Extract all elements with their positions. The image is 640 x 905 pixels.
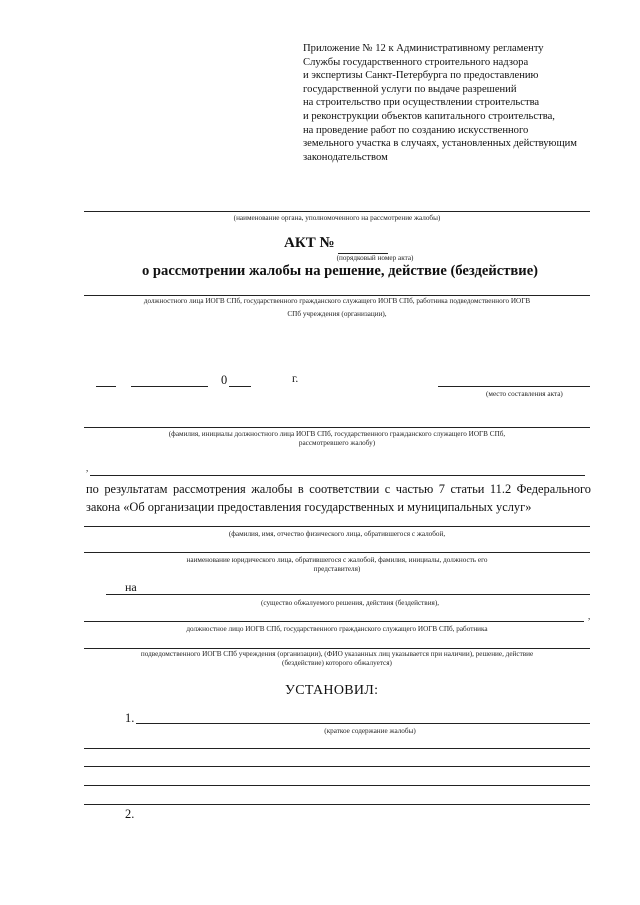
appendix-line: законодательством [303, 151, 388, 163]
reviewer-name-field-line[interactable] [90, 475, 585, 476]
date-year-field[interactable] [229, 386, 251, 387]
official-short-caption: должностное лицо ИОГВ СПб, государственного гражданского служащего ИОГВ СПб, работника [186, 625, 488, 633]
trailing-comma: , [588, 611, 591, 621]
comma-mark: , [86, 463, 89, 473]
appendix-line: государственной услуги по выдаче разрешений [303, 83, 517, 95]
act-number-caption: (порядковый номер акта) [336, 254, 414, 262]
reviewer-caption-line: (фамилия, инициалы должностного лица ИОГВ СПб, государственного гражданского служащего ИОГВ СПб, [168, 430, 506, 438]
summary-line[interactable] [84, 748, 590, 749]
institution-caption-line: (бездействие) которого обжалуется) [282, 659, 392, 667]
appendix-line: земельного участка в случаях, установленных действующим [303, 138, 577, 150]
place-field-line[interactable] [438, 386, 590, 387]
appendix-line: на проведение работ по созданию искусственного [303, 124, 529, 136]
act-title: АКТ № [284, 235, 335, 251]
on-label: на [125, 580, 137, 594]
item-number-2: 2. [125, 807, 135, 821]
summary-line[interactable] [84, 804, 590, 805]
appendix-note [303, 42, 603, 164]
appendix-line: Службы государственного строительного надзора [303, 56, 529, 68]
summary-caption: (краткое содержание жалобы) [324, 727, 416, 735]
legal-entity-caption [84, 556, 590, 574]
date-year-prefix: 0 [221, 373, 228, 387]
appendix-line: и экспертизы Санкт-Петербурга по предоставлению [303, 70, 539, 82]
year-suffix: г. [292, 373, 299, 385]
reviewer-field-line[interactable] [84, 427, 590, 428]
item-number-1: 1. [125, 711, 135, 725]
institution-field-line[interactable] [84, 648, 590, 649]
reviewer-caption-line: рассмотревшего жалобу) [298, 439, 376, 447]
appendix-line: на строительство при осуществлении строительства [303, 97, 540, 109]
applicant-field-line[interactable] [84, 526, 590, 527]
essence-caption: (существо обжалуемого решения, действия (бездействия), [260, 599, 440, 607]
applicant-caption: (фамилия, имя, отчество физического лица, обратившегося с жалобой, [228, 530, 446, 538]
official-caption [84, 297, 590, 319]
official-field-line[interactable] [84, 295, 590, 296]
official-short-field-line[interactable] [84, 621, 584, 622]
legal-entity-field-line[interactable] [84, 552, 590, 553]
appendix-line: и реконструкции объектов капитального строительства, [303, 110, 555, 122]
official-caption-line: должностного лица ИОГВ СПб, государственного гражданского служащего ИОГВ СПб, работника подведомственного ИОГВ [143, 297, 531, 305]
appendix-line: Приложение № 12 к Административному регламенту [303, 43, 544, 54]
official-caption-line: СПб учреждения (организации), [287, 310, 387, 318]
established-heading: УСТАНОВИЛ: [285, 683, 379, 698]
summary-line[interactable] [84, 766, 590, 767]
reviewer-caption [84, 430, 590, 448]
authority-field-line[interactable] [84, 211, 590, 212]
date-day-field[interactable] [96, 386, 116, 387]
place-caption: (место составления акта) [486, 390, 563, 398]
institution-caption [84, 650, 590, 668]
legal-entity-caption-line: представителя) [313, 565, 361, 573]
body-paragraph: по результатам рассмотрения жалобы в соответствии с частью 7 статьи 11.2 Федерального закона «Об организации предоставления государственных и муниципальных услуг» [86, 482, 591, 514]
summary-field-line[interactable] [136, 723, 590, 724]
institution-caption-line: подведомственного ИОГВ СПб учреждения (организации), (ФИО указанных лиц указывается при наличии), решение, действие [140, 650, 534, 658]
summary-line[interactable] [84, 785, 590, 786]
authority-caption: (наименование органа, уполномоченного на рассмотрение жалобы) [233, 214, 441, 222]
on-field-line[interactable] [106, 594, 590, 595]
legal-entity-caption-line: наименование юридического лица, обратившегося с жалобой, фамилия, инициалы, должность его [186, 556, 488, 564]
date-month-field[interactable] [131, 386, 208, 387]
act-subtitle: о рассмотрении жалобы на решение, действие (бездействие) [141, 263, 539, 279]
